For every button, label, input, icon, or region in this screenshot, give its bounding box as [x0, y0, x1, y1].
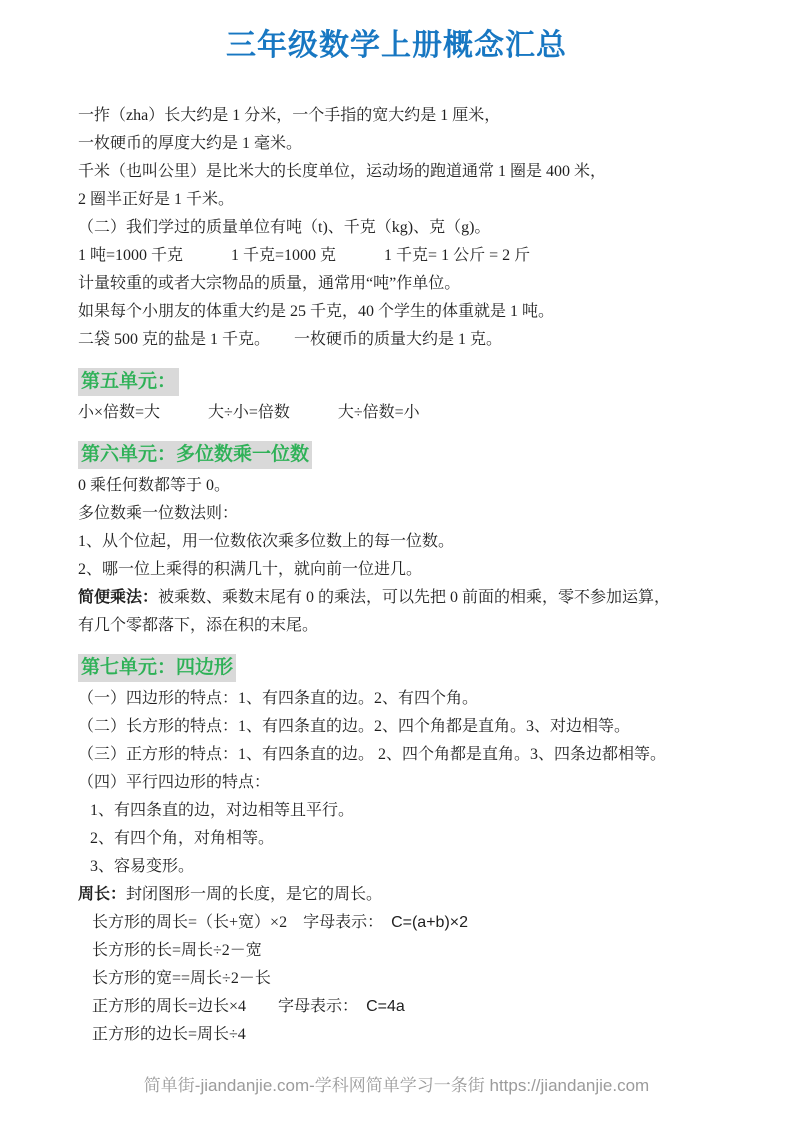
line-text: 2 圈半正好是 1 千米。	[78, 191, 235, 208]
line-text: 长方形的周长=（长+宽）×2 字母表示：	[92, 914, 392, 931]
text-line	[78, 612, 741, 640]
bold-term: 简便乘法：	[78, 589, 159, 606]
text-line	[78, 741, 741, 769]
text-line	[78, 528, 741, 556]
document-content	[0, 64, 793, 1049]
text-line	[78, 853, 741, 881]
line-text: 计量较重的或者大宗物品的质量，通常用“吨”作单位。	[78, 275, 461, 292]
text-line	[78, 186, 741, 214]
text-line	[78, 472, 741, 500]
line-text: （三）正方形的特点：1、有四条直的边。 2、四个角都是直角。3、四条边都相等。	[78, 746, 667, 763]
text-line	[78, 500, 741, 528]
line-text: 如果每个小朋友的体重大约是 25 千克，40 个学生的体重就是 1 吨。	[78, 303, 555, 320]
page-footer: 简单街-jiandanjie.com-学科网简单学习一条街 https://jiandanjie.com	[143, 1076, 650, 1095]
line-text: 多位数乘一位数法则：	[78, 505, 239, 522]
text-line	[78, 584, 741, 612]
section-header-row	[78, 441, 741, 470]
line-text: 正方形的周长=边长×4 字母表示：	[92, 998, 367, 1015]
text-line	[78, 797, 741, 825]
formula-text: C=(a+b)×2	[391, 914, 469, 931]
text-line	[78, 298, 741, 326]
text-line	[78, 769, 741, 797]
line-text: 长方形的宽==周长÷2－长	[92, 970, 271, 987]
text-line	[78, 1021, 741, 1049]
line-text: （四）平行四边形的特点：	[78, 774, 271, 791]
text-line	[78, 158, 741, 186]
line-text: 3、容易变形。	[90, 858, 195, 875]
text-line	[78, 130, 741, 158]
text-line	[78, 242, 741, 270]
section-header: 第七单元：四边形	[78, 654, 236, 682]
line-text: 一拃（zha）长大约是 1 分米，一个手指的宽大约是 1 厘米，	[78, 107, 501, 124]
line-text: 小×倍数=大 大÷小=倍数 大÷倍数=小	[78, 404, 420, 421]
section-header: 第五单元：	[78, 368, 179, 396]
line-text: 一枚硬币的厚度大约是 1 毫米。	[78, 135, 303, 152]
text-line	[78, 214, 741, 242]
line-text: 被乘数、乘数末尾有 0 的乘法，可以先把 0 前面的相乘，零不参加运算，	[158, 589, 671, 606]
text-line	[78, 965, 741, 993]
text-line	[78, 270, 741, 298]
text-line	[78, 326, 741, 354]
line-text: （一）四边形的特点：1、有四条直的边。2、有四个角。	[78, 690, 479, 707]
line-text: 二袋 500 克的盐是 1 千克。 一枚硬币的质量大约是 1 克。	[78, 331, 503, 348]
text-line	[78, 399, 741, 427]
text-line	[78, 993, 741, 1021]
formula-text: C=4a	[366, 998, 405, 1015]
line-text: 有几个零都落下，添在积的末尾。	[78, 617, 319, 634]
line-text: 1、有四条直的边，对边相等且平行。	[90, 802, 355, 819]
text-line	[78, 102, 741, 130]
text-line	[78, 937, 741, 965]
line-text: 千米（也叫公里）是比米大的长度单位，运动场的跑道通常 1 圈是 400 米，	[78, 163, 607, 180]
section-header: 第六单元：多位数乘一位数	[78, 441, 312, 469]
line-text: 1 吨=1000 千克 1 千克=1000 克 1 千克= 1 公斤 = 2 斤	[78, 247, 531, 264]
line-text: 2、哪一位上乘得的积满几十，就向前一位进几。	[78, 561, 423, 578]
bold-term: 周长：	[78, 886, 127, 903]
section-header-row	[78, 368, 741, 397]
section-header-row	[78, 654, 741, 683]
text-line	[78, 685, 741, 713]
line-text: 长方形的长=周长÷2－宽	[92, 942, 262, 959]
text-line	[78, 825, 741, 853]
text-line	[78, 881, 741, 909]
line-text: 1、从个位起，用一位数依次乘多位数上的每一位数。	[78, 533, 455, 550]
text-line	[78, 713, 741, 741]
line-text: 0 乘任何数都等于 0。	[78, 477, 231, 494]
line-text: （二）长方形的特点：1、有四条直的边。2、四个角都是直角。3、对边相等。	[78, 718, 631, 735]
line-text: 正方形的边长=周长÷4	[92, 1026, 246, 1043]
line-text: 封闭图形一周的长度，是它的周长。	[126, 886, 383, 903]
page-title: 三年级数学上册概念汇总	[226, 29, 567, 62]
text-line	[78, 909, 741, 937]
text-line	[78, 556, 741, 584]
line-text: 2、有四个角，对角相等。	[90, 830, 275, 847]
line-text: （二）我们学过的质量单位有吨（t)、千克（kg)、克（g)。	[78, 219, 491, 236]
